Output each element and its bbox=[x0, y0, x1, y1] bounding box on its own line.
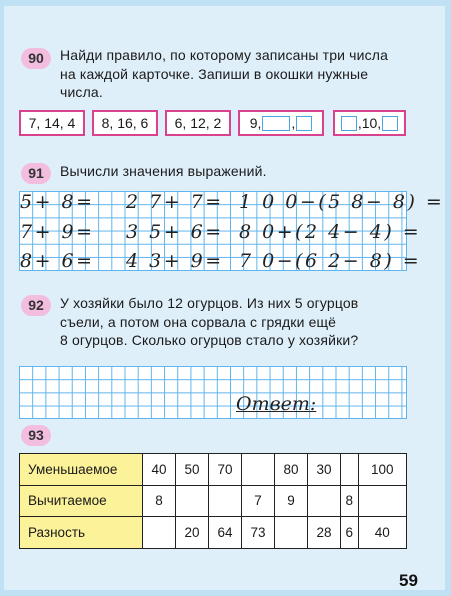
task-90-number: 90 bbox=[21, 48, 51, 69]
table-cell[interactable] bbox=[176, 485, 209, 517]
table-cell[interactable] bbox=[209, 485, 242, 517]
table-cell[interactable] bbox=[341, 454, 359, 486]
task-90-text bbox=[60, 46, 388, 102]
card-numbers: 9, bbox=[249, 115, 262, 131]
number-card bbox=[238, 110, 324, 136]
number-card bbox=[92, 110, 158, 136]
table-cell[interactable]: 6 bbox=[341, 517, 359, 549]
task-92-number: 92 bbox=[21, 295, 51, 316]
table-cell[interactable]: 20 bbox=[176, 517, 209, 549]
task-91-text: Вычисли значения выражений. bbox=[60, 163, 267, 179]
table-cell[interactable]: 30 bbox=[308, 454, 341, 486]
task-92-grid[interactable] bbox=[19, 366, 407, 419]
answer-box[interactable] bbox=[296, 116, 312, 131]
task-92-text-line-3: 8 огурцов. Сколько огурцов стало у хозяйки? bbox=[60, 332, 359, 349]
task-92-text bbox=[60, 294, 358, 350]
table-cell[interactable]: 100 bbox=[358, 454, 406, 486]
task-91-number: 91 bbox=[21, 163, 51, 184]
table-cell[interactable]: 8 bbox=[341, 485, 359, 517]
table-cell[interactable]: 73 bbox=[242, 517, 275, 549]
table-cell[interactable] bbox=[275, 517, 308, 549]
page-number: 59 bbox=[399, 571, 418, 590]
expression: 7 0−(6 2− 8) = bbox=[239, 250, 422, 272]
expression: 2 7+ 7= bbox=[126, 191, 224, 213]
table-cell[interactable]: 40 bbox=[143, 454, 176, 486]
card-separator: , bbox=[291, 115, 296, 131]
answer-box[interactable] bbox=[341, 116, 357, 131]
subtraction-table bbox=[19, 453, 407, 549]
table-cell[interactable]: 50 bbox=[176, 454, 209, 486]
expression: 3 5+ 6= bbox=[126, 221, 224, 243]
table-cell[interactable]: 28 bbox=[308, 517, 341, 549]
expression: 1 0 0−(5 8− 8) = bbox=[239, 191, 445, 213]
table-cell[interactable] bbox=[358, 485, 406, 517]
expression: 7+ 9= bbox=[20, 221, 95, 243]
card-numbers: 6, 12, 2 bbox=[174, 115, 222, 131]
card-separator: ,10, bbox=[357, 115, 382, 131]
number-card bbox=[19, 110, 85, 136]
expression: 8+ 6= bbox=[20, 250, 95, 272]
number-card bbox=[333, 110, 406, 136]
table-cell[interactable]: 7 bbox=[242, 485, 275, 517]
task-90-text-line-3: числа. bbox=[60, 84, 103, 101]
table-cell[interactable]: 80 bbox=[275, 454, 308, 486]
task-90-text-line-1: Найди правило, по которому записаны три числа bbox=[60, 47, 389, 63]
row-header-subtrahend: Вычитаемое bbox=[20, 485, 143, 517]
table-row bbox=[20, 517, 407, 549]
task-92-text-line-2: съели, а потом она сорвала с грядки ещё bbox=[60, 313, 337, 330]
table-cell[interactable] bbox=[143, 517, 176, 549]
expression: 4 3+ 9= bbox=[126, 250, 224, 272]
table-cell[interactable]: 9 bbox=[275, 485, 308, 517]
table-cell[interactable]: 70 bbox=[209, 454, 242, 486]
table-cell[interactable]: 8 bbox=[143, 485, 176, 517]
answer-box[interactable] bbox=[262, 116, 290, 131]
task-93-number: 93 bbox=[21, 425, 51, 446]
row-header-difference: Разность bbox=[20, 517, 143, 549]
number-card bbox=[165, 110, 231, 136]
table-cell[interactable] bbox=[308, 485, 341, 517]
table-cell[interactable]: 64 bbox=[209, 517, 242, 549]
answer-label: Ответ: bbox=[236, 393, 317, 415]
task-90-text-line-2: на каждой карточке. Запиши в окошки нужные bbox=[60, 65, 369, 82]
card-numbers: 8, 16, 6 bbox=[101, 115, 149, 131]
task-92-text-line-1: У хозяйки было 12 огурцов. Из них 5 огурцов bbox=[60, 295, 359, 311]
card-numbers: 7, 14, 4 bbox=[28, 115, 76, 131]
expression: 5+ 8= bbox=[20, 191, 95, 213]
answer-box[interactable] bbox=[382, 116, 398, 131]
table-row bbox=[20, 454, 407, 486]
row-header-minuend: Уменьшаемое bbox=[20, 454, 143, 486]
table-cell[interactable] bbox=[242, 454, 275, 486]
table-cell[interactable]: 40 bbox=[358, 517, 406, 549]
expression: 8 0+(2 4− 4) = bbox=[239, 221, 422, 243]
table-row bbox=[20, 485, 407, 517]
